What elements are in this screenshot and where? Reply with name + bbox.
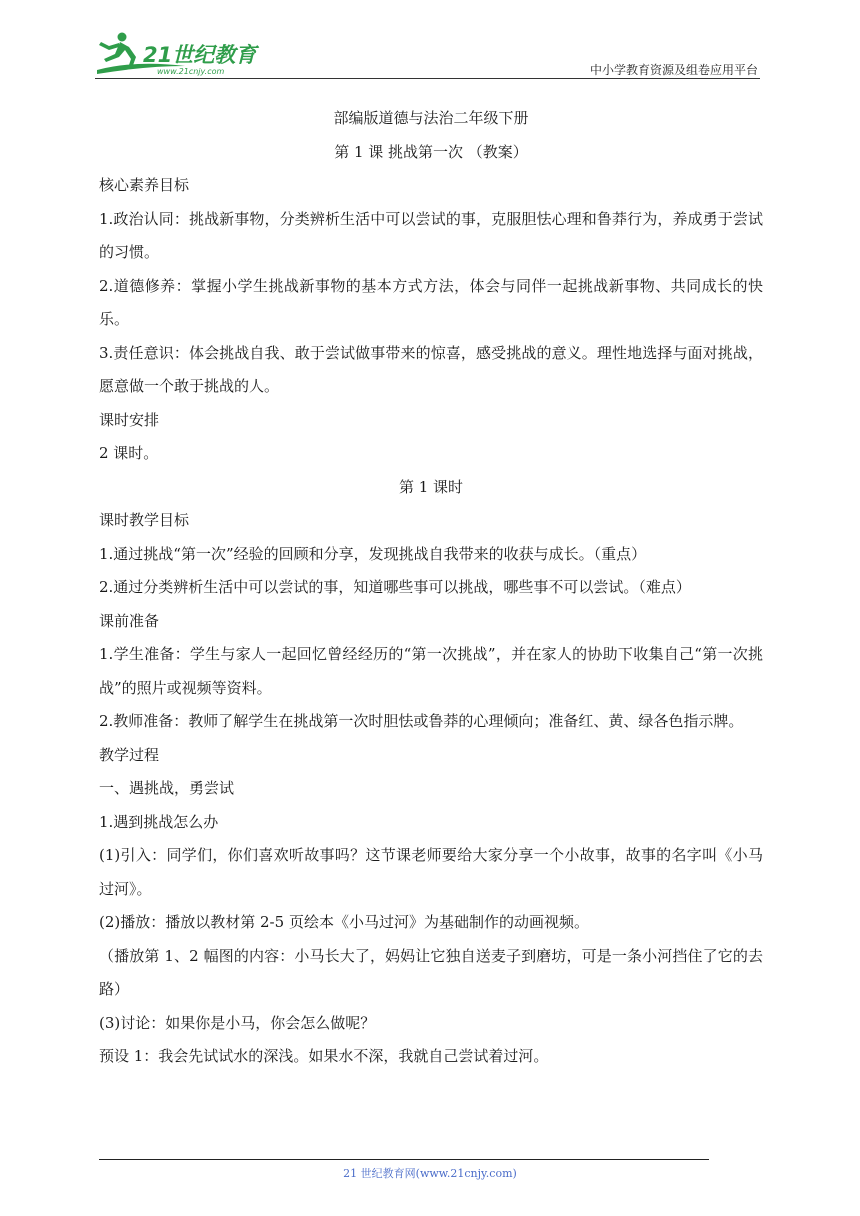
- site-logo: [95, 30, 265, 78]
- footer-text: 21 世纪教育网(www.21cnjy.com): [343, 1167, 517, 1180]
- goal-item: 3.责任意识：体会挑战自我、敢于尝试做事带来的惊喜，感受挑战的意义。理性地选择与面对挑战，愿意做一个敢于挑战的人。: [99, 343, 763, 395]
- preparation-item: 1.学生准备：学生与家人一起回忆曾经经历的“第一次挑战”，并在家人的协助下收集自己“第一次挑战”的照片或视频等资料。: [99, 645, 763, 697]
- goal-item: 2.道德修养：掌握小学生挑战新事物的基本方式方法，体会与同伴一起挑战新事物、共同成长的快乐。: [99, 276, 763, 328]
- part-heading: 一、遇挑战，勇尝试: [99, 779, 235, 797]
- header-platform-text: 中小学教育资源及组卷应用平台: [589, 63, 758, 77]
- doc-subtitle: 第 1 课 挑战第一次 （教案）: [334, 142, 528, 161]
- step-item: (1)引入：同学们，你们喜欢听故事吗？这节课老师要给大家分享一个小故事，故事的名字叫《小马过河》。: [99, 846, 763, 898]
- step-item: (2)播放：播放以教材第 2-5 页绘本《小马过河》为基础制作的动画视频。: [99, 913, 589, 931]
- section-heading-schedule: 课时安排: [99, 410, 160, 429]
- section-heading-core-goals: 核心素养目标: [99, 176, 190, 194]
- footer-divider: [99, 1159, 709, 1160]
- lesson-heading: 第 1 课时: [398, 477, 464, 496]
- step-item: （播放第 1、2 幅图的内容：小马长大了，妈妈让它独自送麦子到磨坊，可是一条小河挡住了它的去路）: [99, 946, 763, 998]
- page-header: [95, 30, 760, 82]
- section-heading-process: 教学过程: [99, 745, 160, 764]
- step-heading: 1.遇到挑战怎么办: [99, 812, 219, 831]
- document-body: [99, 102, 763, 1074]
- goal-item: 1.政治认同：挑战新事物，分类辨析生活中可以尝试的事，克服胆怯心理和鲁莽行为，养成勇于尝试的习惯。: [99, 209, 763, 261]
- step-item: (3)讨论：如果你是小马，你会怎么做呢？: [99, 1013, 376, 1032]
- logo-text: 21世纪教育: [143, 43, 257, 67]
- schedule-text: 2 课时。: [99, 444, 159, 462]
- step-item: 预设 1：我会先试试水的深浅。如果水不深，我就自己尝试着过河。: [99, 1047, 549, 1065]
- logo-url: www.21cnjy.com: [157, 67, 225, 76]
- preparation-item: 2.教师准备：教师了解学生在挑战第一次时胆怯或鲁莽的心理倾向；准备红、黄、绿各色指示牌。: [99, 712, 744, 730]
- lesson-goal-item: 2.通过分类辨析生活中可以尝试的事，知道哪些事可以挑战，哪些事不可以尝试。（难点）: [99, 578, 691, 596]
- lesson-goal-item: 1.通过挑战“第一次”经验的回顾和分享，发现挑战自我带来的收获与成长。（重点）: [99, 544, 647, 563]
- header-divider: [95, 78, 760, 79]
- section-heading-preparation: 课前准备: [99, 611, 160, 630]
- doc-title: 部编版道德与法治二年级下册: [333, 109, 529, 127]
- section-heading-lesson-goals: 课时教学目标: [99, 511, 190, 529]
